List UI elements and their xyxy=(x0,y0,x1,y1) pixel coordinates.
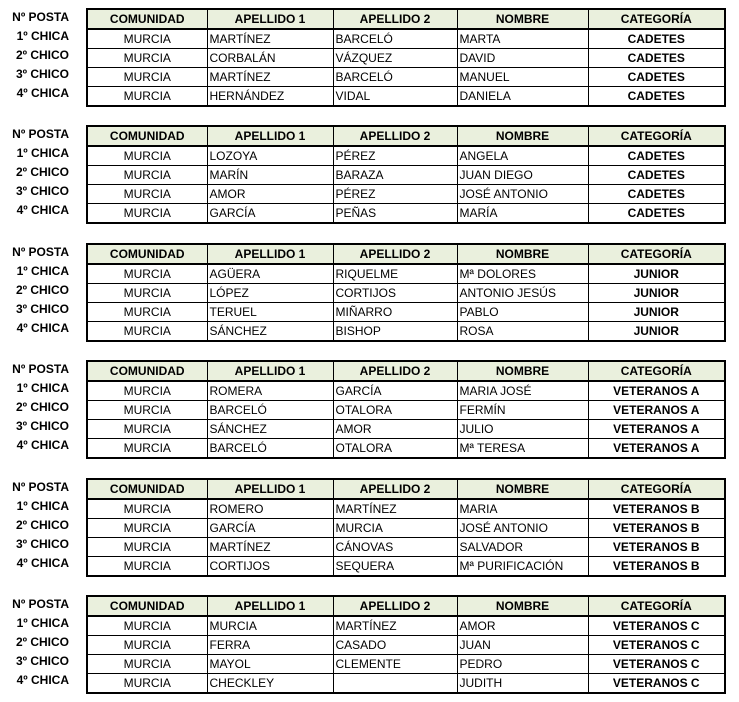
column-header-apellido2: APELLIDO 2 xyxy=(333,9,457,29)
cell-comunidad: MURCIA xyxy=(87,68,207,87)
relay-table-block xyxy=(0,360,739,460)
cell-nombre: MARTA xyxy=(457,29,588,49)
posta-label: 3º CHICO xyxy=(15,537,69,551)
cell-apellido1: AMOR xyxy=(207,185,333,204)
column-header-nombre: NOMBRE xyxy=(457,244,588,264)
cell-categoria: CADETES xyxy=(588,68,725,87)
cell-apellido1: AGÜERA xyxy=(207,264,333,284)
cell-comunidad: MURCIA xyxy=(87,284,207,303)
cell-apellido2: PEÑAS xyxy=(333,204,457,224)
posta-header: Nº POSTA xyxy=(12,597,69,611)
cell-apellido2: BARAZA xyxy=(333,166,457,185)
cell-apellido2: MURCIA xyxy=(333,519,457,538)
cell-categoria: JUNIOR xyxy=(588,264,725,284)
cell-apellido2: MARTÍNEZ xyxy=(333,499,457,519)
cell-nombre: ROSA xyxy=(457,322,588,342)
cell-apellido2: PÉREZ xyxy=(333,185,457,204)
cell-nombre: PABLO xyxy=(457,303,588,322)
cell-comunidad: MURCIA xyxy=(87,499,207,519)
cell-comunidad: MURCIA xyxy=(87,29,207,49)
cell-apellido2: BISHOP xyxy=(333,322,457,342)
table-row xyxy=(87,303,725,322)
posta-column xyxy=(0,595,86,690)
cell-apellido1: HERNÁNDEZ xyxy=(207,87,333,107)
table-row xyxy=(87,557,725,577)
table-header-row xyxy=(87,596,725,616)
cell-nombre: JUAN DIEGO xyxy=(457,166,588,185)
posta-header: Nº POSTA xyxy=(12,245,69,259)
relay-table xyxy=(86,478,726,577)
column-header-comunidad: COMUNIDAD xyxy=(87,479,207,499)
cell-apellido1: TERUEL xyxy=(207,303,333,322)
table-row xyxy=(87,204,725,224)
cell-nombre: DAVID xyxy=(457,49,588,68)
cell-nombre: JOSÉ ANTONIO xyxy=(457,185,588,204)
column-header-apellido1: APELLIDO 1 xyxy=(207,126,333,146)
cell-categoria: CADETES xyxy=(588,185,725,204)
cell-apellido1: LOZOYA xyxy=(207,146,333,166)
posta-column xyxy=(0,125,86,220)
cell-comunidad: MURCIA xyxy=(87,185,207,204)
posta-label: 3º CHICO xyxy=(15,419,69,433)
cell-categoria: VETERANOS B xyxy=(588,557,725,577)
cell-nombre: AMOR xyxy=(457,616,588,636)
relay-table xyxy=(86,595,726,694)
cell-apellido1: GARCÍA xyxy=(207,519,333,538)
cell-nombre: MARÍA xyxy=(457,204,588,224)
column-header-apellido1: APELLIDO 1 xyxy=(207,361,333,381)
posta-column xyxy=(0,8,86,103)
posta-label: 4º CHICA xyxy=(16,673,69,687)
posta-label: 1º CHICA xyxy=(16,264,69,278)
cell-categoria: VETERANOS C xyxy=(588,655,725,674)
posta-label: 4º CHICA xyxy=(16,203,69,217)
table-row xyxy=(87,538,725,557)
cell-apellido1: BARCELÓ xyxy=(207,401,333,420)
table-row xyxy=(87,420,725,439)
column-header-apellido1: APELLIDO 1 xyxy=(207,479,333,499)
cell-apellido1: CHECKLEY xyxy=(207,674,333,694)
table-row xyxy=(87,381,725,401)
cell-apellido2: CÁNOVAS xyxy=(333,538,457,557)
cell-apellido1: MARTÍNEZ xyxy=(207,538,333,557)
cell-apellido2: VÁZQUEZ xyxy=(333,49,457,68)
relay-table xyxy=(86,125,726,224)
relay-table-block xyxy=(0,8,739,108)
posta-label: 2º CHICO xyxy=(15,518,69,532)
column-header-nombre: NOMBRE xyxy=(457,126,588,146)
cell-comunidad: MURCIA xyxy=(87,616,207,636)
cell-comunidad: MURCIA xyxy=(87,166,207,185)
cell-comunidad: MURCIA xyxy=(87,401,207,420)
cell-categoria: CADETES xyxy=(588,146,725,166)
cell-nombre: Mª PURIFICACIÓN xyxy=(457,557,588,577)
cell-comunidad: MURCIA xyxy=(87,439,207,459)
cell-comunidad: MURCIA xyxy=(87,538,207,557)
posta-label: 2º CHICO xyxy=(15,635,69,649)
table-row xyxy=(87,616,725,636)
posta-label: 4º CHICA xyxy=(16,321,69,335)
cell-comunidad: MURCIA xyxy=(87,636,207,655)
column-header-apellido1: APELLIDO 1 xyxy=(207,244,333,264)
cell-apellido1: ROMERA xyxy=(207,381,333,401)
table-row xyxy=(87,284,725,303)
cell-apellido2: PÉREZ xyxy=(333,146,457,166)
cell-apellido1: LÓPEZ xyxy=(207,284,333,303)
posta-header: Nº POSTA xyxy=(12,10,69,24)
column-header-categoria: CATEGORÍA xyxy=(588,126,725,146)
cell-categoria: VETERANOS A xyxy=(588,439,725,459)
table-row xyxy=(87,49,725,68)
cell-categoria: VETERANOS B xyxy=(588,538,725,557)
cell-nombre: Mª TERESA xyxy=(457,439,588,459)
cell-apellido1: GARCÍA xyxy=(207,204,333,224)
cell-nombre: ANGELA xyxy=(457,146,588,166)
cell-comunidad: MURCIA xyxy=(87,381,207,401)
cell-apellido2: OTALORA xyxy=(333,401,457,420)
cell-nombre: SALVADOR xyxy=(457,538,588,557)
table-row xyxy=(87,655,725,674)
cell-apellido1: MARÍN xyxy=(207,166,333,185)
table-row xyxy=(87,166,725,185)
cell-apellido1: FERRA xyxy=(207,636,333,655)
cell-categoria: CADETES xyxy=(588,166,725,185)
posta-label: 3º CHICO xyxy=(15,67,69,81)
cell-apellido1: CORTIJOS xyxy=(207,557,333,577)
posta-label: 1º CHICA xyxy=(16,146,69,160)
cell-nombre: FERMÍN xyxy=(457,401,588,420)
column-header-nombre: NOMBRE xyxy=(457,9,588,29)
cell-apellido2: CLEMENTE xyxy=(333,655,457,674)
cell-apellido1: SÁNCHEZ xyxy=(207,420,333,439)
cell-categoria: VETERANOS B xyxy=(588,499,725,519)
table-row xyxy=(87,146,725,166)
column-header-categoria: CATEGORÍA xyxy=(588,596,725,616)
cell-categoria: VETERANOS A xyxy=(588,420,725,439)
column-header-comunidad: COMUNIDAD xyxy=(87,361,207,381)
table-row xyxy=(87,87,725,107)
posta-label: 1º CHICA xyxy=(16,499,69,513)
cell-nombre: JOSÉ ANTONIO xyxy=(457,519,588,538)
column-header-categoria: CATEGORÍA xyxy=(588,9,725,29)
cell-apellido2: BARCELÓ xyxy=(333,29,457,49)
cell-nombre: ANTONIO JESÚS xyxy=(457,284,588,303)
cell-categoria: VETERANOS C xyxy=(588,636,725,655)
cell-categoria: VETERANOS B xyxy=(588,519,725,538)
table-row xyxy=(87,499,725,519)
posta-label: 2º CHICO xyxy=(15,400,69,414)
posta-label: 1º CHICA xyxy=(16,381,69,395)
column-header-categoria: CATEGORÍA xyxy=(588,479,725,499)
table-row xyxy=(87,674,725,694)
relay-table xyxy=(86,360,726,459)
table-row xyxy=(87,439,725,459)
cell-apellido2: MIÑARRO xyxy=(333,303,457,322)
table-header-row xyxy=(87,126,725,146)
relay-table xyxy=(86,8,726,107)
column-header-nombre: NOMBRE xyxy=(457,596,588,616)
cell-apellido2: BARCELÓ xyxy=(333,68,457,87)
cell-apellido2 xyxy=(333,674,457,694)
column-header-apellido2: APELLIDO 2 xyxy=(333,479,457,499)
cell-apellido2: AMOR xyxy=(333,420,457,439)
column-header-comunidad: COMUNIDAD xyxy=(87,126,207,146)
cell-apellido2: MARTÍNEZ xyxy=(333,616,457,636)
posta-header: Nº POSTA xyxy=(12,127,69,141)
relay-table-block xyxy=(0,243,739,343)
cell-categoria: VETERANOS C xyxy=(588,616,725,636)
cell-nombre: JUAN xyxy=(457,636,588,655)
cell-apellido2: GARCÍA xyxy=(333,381,457,401)
cell-comunidad: MURCIA xyxy=(87,303,207,322)
posta-label: 2º CHICO xyxy=(15,283,69,297)
table-row xyxy=(87,68,725,87)
column-header-comunidad: COMUNIDAD xyxy=(87,9,207,29)
column-header-apellido2: APELLIDO 2 xyxy=(333,244,457,264)
relay-table-block xyxy=(0,478,739,578)
table-row xyxy=(87,264,725,284)
column-header-apellido2: APELLIDO 2 xyxy=(333,361,457,381)
cell-comunidad: MURCIA xyxy=(87,146,207,166)
table-header-row xyxy=(87,9,725,29)
relay-table-block xyxy=(0,595,739,695)
column-header-nombre: NOMBRE xyxy=(457,361,588,381)
cell-apellido1: MARTÍNEZ xyxy=(207,29,333,49)
cell-categoria: JUNIOR xyxy=(588,303,725,322)
cell-apellido1: MARTÍNEZ xyxy=(207,68,333,87)
posta-label: 2º CHICO xyxy=(15,165,69,179)
cell-nombre: MANUEL xyxy=(457,68,588,87)
cell-comunidad: MURCIA xyxy=(87,264,207,284)
cell-comunidad: MURCIA xyxy=(87,557,207,577)
cell-apellido2: RIQUELME xyxy=(333,264,457,284)
column-header-apellido2: APELLIDO 2 xyxy=(333,596,457,616)
cell-comunidad: MURCIA xyxy=(87,87,207,107)
column-header-comunidad: COMUNIDAD xyxy=(87,244,207,264)
column-header-comunidad: COMUNIDAD xyxy=(87,596,207,616)
table-row xyxy=(87,401,725,420)
posta-label: 3º CHICO xyxy=(15,302,69,316)
table-header-row xyxy=(87,479,725,499)
cell-comunidad: MURCIA xyxy=(87,49,207,68)
cell-nombre: DANIELA xyxy=(457,87,588,107)
cell-nombre: JUDITH xyxy=(457,674,588,694)
table-header-row xyxy=(87,244,725,264)
posta-label: 3º CHICO xyxy=(15,654,69,668)
column-header-apellido1: APELLIDO 1 xyxy=(207,9,333,29)
cell-comunidad: MURCIA xyxy=(87,322,207,342)
cell-apellido2: OTALORA xyxy=(333,439,457,459)
posta-column xyxy=(0,360,86,455)
posta-label: 1º CHICA xyxy=(16,29,69,43)
cell-nombre: PEDRO xyxy=(457,655,588,674)
cell-apellido2: SEQUERA xyxy=(333,557,457,577)
cell-categoria: VETERANOS A xyxy=(588,401,725,420)
cell-comunidad: MURCIA xyxy=(87,204,207,224)
table-row xyxy=(87,322,725,342)
cell-comunidad: MURCIA xyxy=(87,519,207,538)
cell-apellido2: CORTIJOS xyxy=(333,284,457,303)
cell-apellido2: VIDAL xyxy=(333,87,457,107)
posta-label: 3º CHICO xyxy=(15,184,69,198)
cell-apellido1: ROMERO xyxy=(207,499,333,519)
cell-apellido1: MAYOL xyxy=(207,655,333,674)
posta-label: 1º CHICA xyxy=(16,616,69,630)
cell-apellido1: CORBALÁN xyxy=(207,49,333,68)
cell-comunidad: MURCIA xyxy=(87,655,207,674)
cell-categoria: JUNIOR xyxy=(588,322,725,342)
cell-categoria: CADETES xyxy=(588,204,725,224)
cell-categoria: CADETES xyxy=(588,87,725,107)
relay-table xyxy=(86,243,726,342)
cell-categoria: VETERANOS A xyxy=(588,381,725,401)
posta-label: 4º CHICA xyxy=(16,438,69,452)
cell-nombre: JULIO xyxy=(457,420,588,439)
column-header-apellido1: APELLIDO 1 xyxy=(207,596,333,616)
cell-apellido2: CASADO xyxy=(333,636,457,655)
table-row xyxy=(87,519,725,538)
cell-apellido1: SÁNCHEZ xyxy=(207,322,333,342)
cell-categoria: CADETES xyxy=(588,49,725,68)
table-row xyxy=(87,185,725,204)
posta-column xyxy=(0,243,86,338)
cell-categoria: CADETES xyxy=(588,29,725,49)
column-header-apellido2: APELLIDO 2 xyxy=(333,126,457,146)
posta-label: 4º CHICA xyxy=(16,86,69,100)
cell-nombre: Mª DOLORES xyxy=(457,264,588,284)
cell-comunidad: MURCIA xyxy=(87,420,207,439)
cell-apellido1: BARCELÓ xyxy=(207,439,333,459)
column-header-categoria: CATEGORÍA xyxy=(588,244,725,264)
table-row xyxy=(87,29,725,49)
cell-apellido1: MURCIA xyxy=(207,616,333,636)
cell-nombre: MARIA JOSÉ xyxy=(457,381,588,401)
column-header-categoria: CATEGORÍA xyxy=(588,361,725,381)
relay-table-block xyxy=(0,125,739,225)
posta-header: Nº POSTA xyxy=(12,480,69,494)
cell-nombre: MARIA xyxy=(457,499,588,519)
column-header-nombre: NOMBRE xyxy=(457,479,588,499)
posta-column xyxy=(0,478,86,573)
posta-label: 2º CHICO xyxy=(15,48,69,62)
cell-comunidad: MURCIA xyxy=(87,674,207,694)
cell-categoria: JUNIOR xyxy=(588,284,725,303)
table-row xyxy=(87,636,725,655)
table-header-row xyxy=(87,361,725,381)
posta-header: Nº POSTA xyxy=(12,362,69,376)
cell-categoria: VETERANOS C xyxy=(588,674,725,694)
posta-label: 4º CHICA xyxy=(16,556,69,570)
